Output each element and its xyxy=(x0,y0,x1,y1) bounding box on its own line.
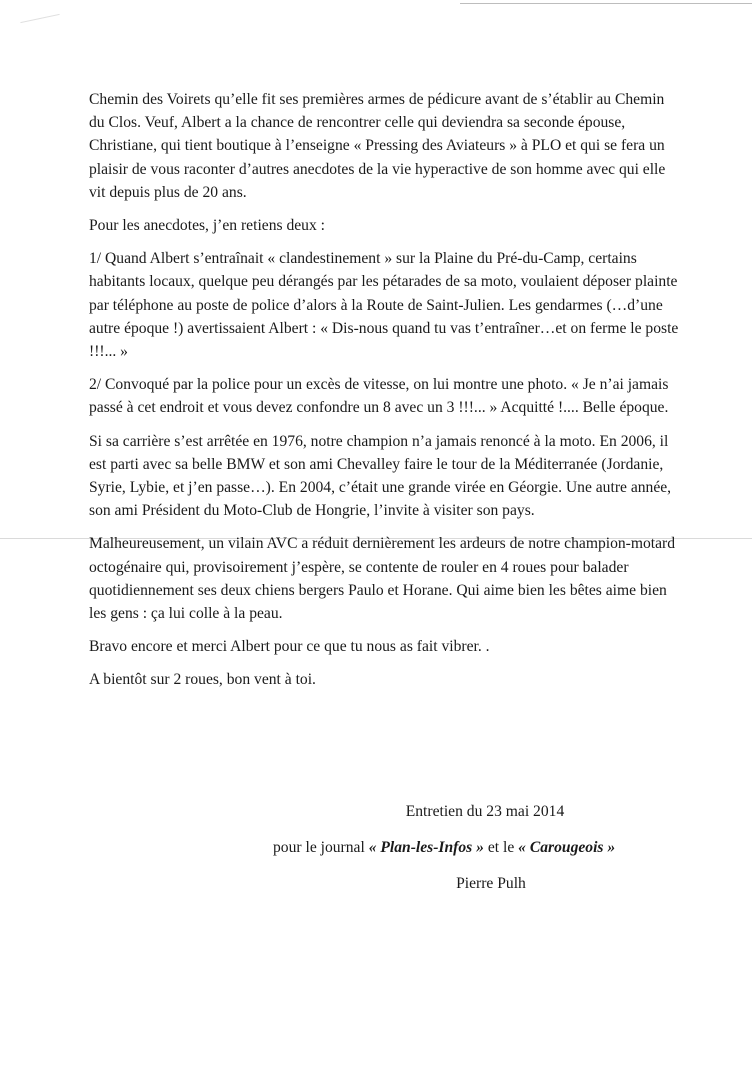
journal-prefix: pour le journal xyxy=(273,839,369,856)
scan-smudge-mark xyxy=(20,14,59,23)
paragraph-career: Si sa carrière s’est arrêtée en 1976, notre champion n’a jamais renoncé à la moto. En 2006, il est parti avec sa belle BMW et son ami Chevalley faire le tour de la Méditerranée (Jordanie, Syrie, Lybie, et j’en passe…). En 2004, c’était une grande virée en Géorgie. Une autre année, son ami Président du Moto-Club de Hongrie, l’invite à visiter son pays. xyxy=(89,432,672,520)
paragraph-anecdotes-heading: Pour les anecdotes, j’en retiens deux : xyxy=(89,217,326,235)
paragraph-farewell: A bientôt sur 2 roues, bon vent à toi. xyxy=(89,671,316,689)
journal-line xyxy=(270,836,700,860)
article-body xyxy=(89,88,679,702)
journal-name-carougeois: « Carougeois » xyxy=(518,839,616,856)
interview-date: Entretien du 23 mai 2014 xyxy=(405,803,565,820)
paragraph-health: Malheureusement, un vilain AVC a réduit dernièrement les ardeurs de notre champion-motard octogénaire qui, provisoirement j’espère, se contente de rouler en 4 roues pour balader quotidiennement ses deux chiens bergers Paulo et Horane. Qui aime bien les bêtes aime bien les gens : ça lui colle à la peau. xyxy=(89,535,676,623)
paragraph-anecdote-1: 1/ Quand Albert s’entraînait « clandestinement » sur la Plaine du Pré-du-Camp, certains habitants locaux, quelque peu dérangés par les pétarades de sa moto, voulaient déposer plainte par téléphone au poste de police d’alors à la Route de Saint-Julien. Les gendarmes (…d’une autre époque !) avertissaient Albert : « Dis-nous quand tu vas t’entraîner…et on ferme le poste !!!... » xyxy=(89,250,679,361)
signature-block xyxy=(270,800,700,908)
paragraph-thanks: Bravo encore et merci Albert pour ce que tu nous as fait vibrer. . xyxy=(89,638,490,656)
paragraph-intro: Chemin des Voirets qu’elle fit ses premières armes de pédicure avant de s’établir au Chemin du Clos. Veuf, Albert a la chance de rencontrer celle qui deviendra sa seconde épouse, Christiane, qui tient boutique à l’enseigne « Pressing des Aviateurs » à PLO et qui se fera un plaisir de vous raconter d’autres anecdotes de la vie hyperactive de son homme avec qui elle vit depuis plus de 20 ans. xyxy=(89,91,666,201)
journal-name-plan-les-infos: « Plan-les-Infos » xyxy=(368,839,484,856)
scan-edge-mark xyxy=(460,3,752,4)
author-name: Pierre Pulh xyxy=(456,875,526,892)
paragraph-anecdote-2: 2/ Convoqué par la police pour un excès de vitesse, on lui montre une photo. « Je n’ai jamais passé à cet endroit et vous devez confondre un 8 avec un 3 !!!... » Acquitté !.... Belle époque. xyxy=(89,376,669,417)
journal-middle: et le xyxy=(483,839,519,856)
